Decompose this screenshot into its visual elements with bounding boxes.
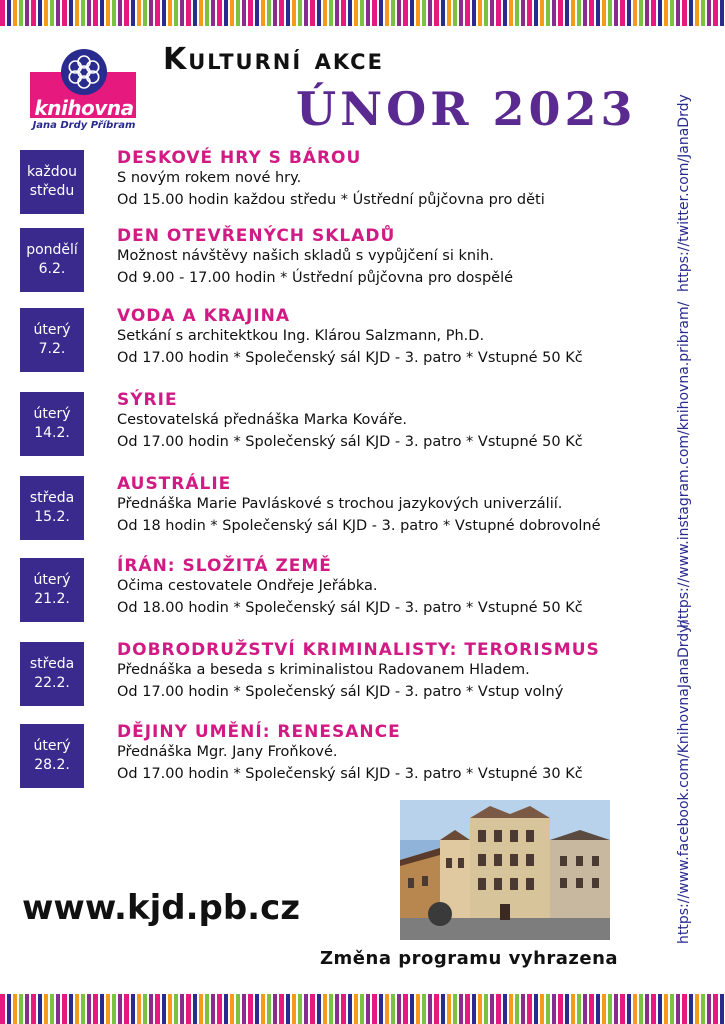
event-day-box [20,724,84,788]
event-day-box [20,392,84,456]
event-description: S novým rokem nové hry. [117,170,302,186]
event-day-box [20,476,84,540]
event-day-box [20,642,84,706]
event-item [20,392,670,462]
event-date: 15.2. [34,509,70,525]
event-date: 28.2. [34,757,70,773]
event-item [20,150,670,220]
event-description: Možnost návštěvy našich skladů s vypůjčení si knih. [117,248,494,264]
social-links [672,94,706,950]
event-info: Od 17.00 hodin * Společenský sál KJD - 3. patro * Vstup volný [117,684,564,700]
event-day: úterý [33,406,71,422]
event-date: středu [29,183,75,199]
event-day: úterý [33,738,71,754]
website-url[interactable]: www.kjd.pb.cz [22,888,301,928]
event-info: Od 17.00 hodin * Společenský sál KJD - 3. patro * Vstupné 30 Kč [117,766,583,782]
event-description: Očima cestovatele Ondřeje Jeřábka. [117,578,378,594]
event-info: Od 18.00 hodin * Společenský sál KJD - 3. patro * Vstupné 50 Kč [117,600,583,616]
event-info: Od 9.00 - 17.00 hodin * Ústřední půjčovna pro dospělé [117,270,514,286]
event-day: úterý [33,572,71,588]
event-description: Přednáška a beseda s kriminalistou Radovanem Hladem. [117,662,530,678]
bottom-decorative-stripe [0,994,725,1024]
event-date: 21.2. [34,591,70,607]
event-date: 14.2. [34,425,70,441]
event-date: 22.2. [34,675,70,691]
event-item [20,476,670,546]
event-title: SÝRIE [117,390,178,410]
event-title: VODA A KRAJINA [117,306,291,326]
event-title: DOBRODRUŽSTVÍ KRIMINALISTY: TERORISMUS [117,640,600,660]
event-title: AUSTRÁLIE [117,474,232,494]
event-day: úterý [33,322,71,338]
event-description: Přednáška Marie Pavláskové s trochou jazykových univerzálií. [117,496,563,512]
logo-name: knihovna [34,96,134,120]
event-title: DEN OTEVŘENÝCH SKLADŮ [117,226,396,246]
event-info: Od 17.00 hodin * Společenský sál KJD - 3. patro * Vstupné 50 Kč [117,350,583,366]
library-logo[interactable] [30,48,138,131]
event-item [20,642,670,712]
event-day: pondělí [26,242,78,258]
event-day-box [20,558,84,622]
event-title: ÍRÁN: SLOŽITÁ ZEMĚ [117,556,332,576]
page-title: Kulturní akce [163,42,384,77]
event-day: středa [29,656,75,672]
twitter-link[interactable]: https://twitter.com/JanaDrdy [676,94,692,292]
event-day: středa [29,490,75,506]
event-title: DESKOVÉ HRY S BÁROU [117,148,362,168]
top-decorative-stripe [0,0,725,26]
flower-logo-icon [60,48,108,96]
event-description: Cestovatelská přednáška Marka Kováře. [117,412,407,428]
event-description: Přednáška Mgr. Jany Froňkové. [117,744,338,760]
event-item [20,228,670,298]
event-day-box [20,228,84,292]
event-date: 6.2. [38,261,66,277]
event-day-box [20,308,84,372]
event-day: každou [26,164,78,180]
logo-subtitle: Jana Drdy Příbram [32,120,136,131]
event-info: Od 17.00 hodin * Společenský sál KJD - 3. patro * Vstupné 50 Kč [117,434,583,450]
event-item [20,308,670,378]
event-date: 7.2. [38,341,66,357]
facebook-link[interactable]: https://www.facebook.com/KnihovnaJanaDrdy/ [676,619,692,944]
event-info: Od 18 hodin * Společenský sál KJD - 3. patro * Vstupné dobrovolné [117,518,601,534]
event-day-box [20,150,84,214]
month-title: ÚNOR 2023 [296,82,637,136]
instagram-link[interactable]: https://www.instagram.com/knihovna.pribram/ [676,301,692,628]
town-square-photo [400,800,610,940]
event-item [20,724,670,794]
event-title: DĚJINY UMĚNÍ: RENESANCE [117,722,401,742]
event-description: Setkání s architektkou Ing. Klárou Salzmann, Ph.D. [117,328,485,344]
program-change-note: Změna programu vyhrazena [320,948,619,969]
event-item [20,558,670,628]
event-info: Od 15.00 hodin každou středu * Ústřední půjčovna pro děti [117,192,545,208]
